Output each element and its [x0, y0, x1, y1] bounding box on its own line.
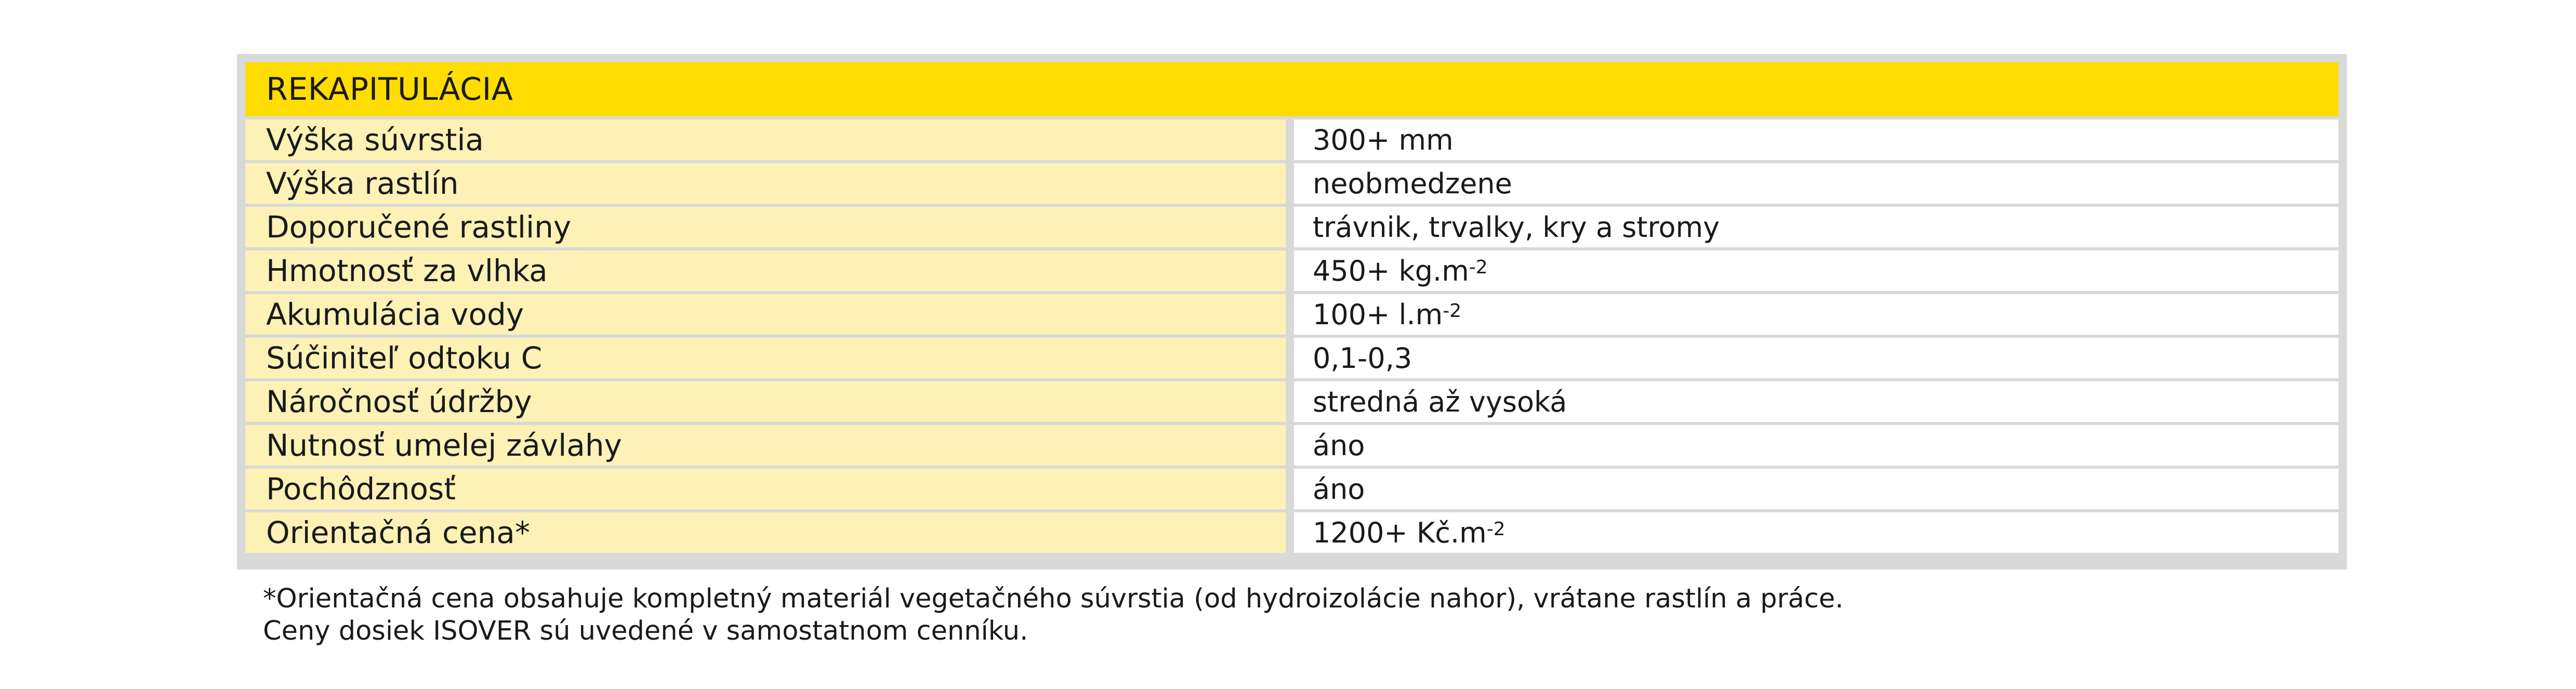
row-value: neobmedzene	[1294, 163, 2339, 204]
row-label: Výška súvrstia	[245, 120, 1286, 160]
table-row	[245, 163, 2339, 204]
table-row	[245, 469, 2339, 509]
row-value: 450+ kg.m $^{-2}$	[1294, 250, 2339, 291]
row-value: stredná až vysoká	[1294, 381, 2339, 422]
footnote-price: *Orientačná cena obsahuje kompletný materiál vegetačného súvrstia (od hydroizolácie nahor), vrátane rastlín a práce.	[263, 584, 1844, 614]
table-row	[245, 120, 2339, 160]
table-row	[245, 425, 2339, 466]
table-row	[245, 294, 2339, 335]
row-value: 300+ mm	[1294, 120, 2339, 160]
row-label: Náročnosť údržby	[245, 381, 1286, 422]
row-value: 1200+ Kč.m $^{-2}$	[1294, 512, 2339, 553]
row-label: Doporučené rastliny	[245, 207, 1286, 247]
row-value: 100+ l.m $^{-2}$	[1294, 294, 2339, 335]
table-row	[245, 512, 2339, 553]
row-label: Orientačná cena*	[245, 512, 1286, 553]
footnote-isover: Ceny dosiek ISOVER sú uvedené v samostatnom cenníku.	[263, 616, 1028, 646]
footnotes	[263, 583, 1843, 647]
row-label: Súčiniteľ odtoku C	[245, 338, 1286, 378]
table-title: REKAPITULÁCIA	[245, 62, 2339, 116]
row-label: Hmotnosť za vlhka	[245, 250, 1286, 291]
table-row	[245, 381, 2339, 422]
row-value: áno	[1294, 425, 2339, 466]
row-value: áno	[1294, 469, 2339, 509]
row-label: Pochôdznosť	[245, 469, 1286, 509]
recap-table	[237, 54, 2347, 569]
table-row	[245, 250, 2339, 291]
row-value: 0,1-0,3	[1294, 338, 2339, 378]
row-label: Akumulácia vody	[245, 294, 1286, 335]
row-value: trávnik, trvalky, kry a stromy	[1294, 207, 2339, 247]
row-label: Nutnosť umelej závlahy	[245, 425, 1286, 466]
table-row	[245, 207, 2339, 247]
row-label: Výška rastlín	[245, 163, 1286, 204]
table-row	[245, 338, 2339, 378]
